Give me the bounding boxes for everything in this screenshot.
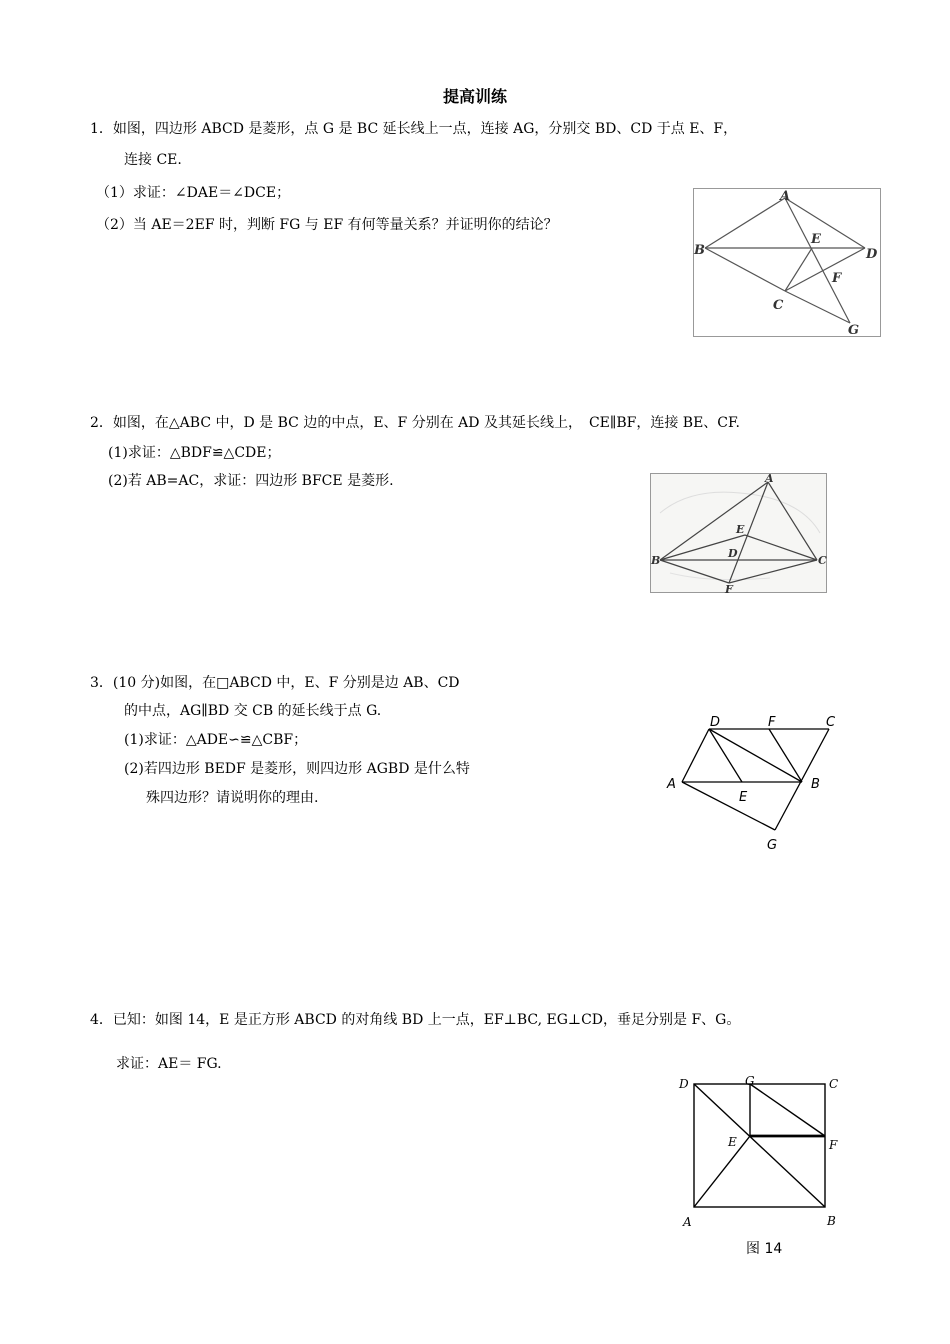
p4-label-f: F bbox=[829, 1138, 838, 1152]
p1-label-e: E bbox=[811, 232, 821, 247]
p4-label-g: G bbox=[745, 1074, 755, 1088]
p4-label-c: C bbox=[829, 1077, 839, 1091]
problem-1-line-2: 连接 CE. bbox=[124, 152, 182, 168]
problem-1-part-2: （2）当 AE＝2EF 时，判断 FG 与 EF 有何等量关系？并证明你的结论？ bbox=[96, 217, 558, 233]
p3-label-d: D bbox=[710, 715, 721, 730]
p3-label-f: F bbox=[768, 715, 776, 730]
problem-3-line-2: 的中点，AG∥BD 交 CB 的延长线于点 G. bbox=[124, 703, 382, 719]
page-title: 提高训练 bbox=[442, 87, 507, 106]
problem-3-part-1: (1)求证：△ADE∽≌△CBF； bbox=[124, 732, 308, 748]
p3-label-a: A bbox=[667, 777, 676, 792]
problem-3-figure bbox=[660, 710, 840, 860]
p3-label-g: G bbox=[767, 838, 778, 853]
p2-label-d: D bbox=[728, 547, 738, 560]
problem-3-line-1: 3．(10 分)如图，在□ABCD 中，E、F 分别是边 AB、CD bbox=[90, 675, 460, 691]
p2-label-f: F bbox=[725, 583, 733, 593]
p1-label-f: F bbox=[832, 271, 842, 286]
problem-1-line-1: 1．如图，四边形 ABCD 是菱形，点 G 是 BC 延长线上一点，连接 AG，分别交 BD、CD 于点 E、F， bbox=[90, 121, 738, 137]
p1-label-c: C bbox=[773, 298, 784, 313]
figure-14-caption: 图 14 bbox=[746, 1241, 783, 1257]
problem-4-line-1: 4．已知：如图 14，E 是正方形 ABCD 的对角线 BD 上一点，EF⊥BC, EG⊥CD，垂足分别是 F、G。 bbox=[90, 1012, 741, 1028]
p2-label-b: B bbox=[651, 554, 661, 567]
p1-label-b: B bbox=[694, 243, 705, 258]
problem-2-line-1: 2．如图，在△ABC 中，D 是 BC 边的中点，E、F 分别在 AD 及其延长线上， CE∥BF，连接 BE、CF. bbox=[90, 415, 741, 431]
p1-label-a: A bbox=[780, 189, 791, 204]
problem-1-figure bbox=[693, 188, 881, 337]
problem-2-figure bbox=[650, 473, 827, 593]
problem-3-part-2-cont: 殊四边形？请说明你的理由. bbox=[146, 790, 319, 806]
p4-label-a: A bbox=[683, 1215, 692, 1229]
p2-label-c: C bbox=[818, 554, 827, 567]
p3-label-b: B bbox=[811, 777, 820, 792]
p1-label-d: D bbox=[866, 247, 878, 262]
p2-label-e: E bbox=[736, 523, 745, 536]
p4-label-e: E bbox=[728, 1135, 737, 1149]
p3-label-c: C bbox=[826, 715, 836, 730]
p4-label-d: D bbox=[679, 1077, 689, 1091]
problem-3-part-2: (2)若四边形 BEDF 是菱形，则四边形 AGBD 是什么特 bbox=[124, 761, 470, 777]
problem-2-part-2: (2)若 AB=AC，求证：四边形 BFCE 是菱形. bbox=[108, 473, 394, 489]
p1-label-g: G bbox=[848, 323, 860, 337]
p2-label-a: A bbox=[765, 473, 774, 485]
p4-label-b: B bbox=[827, 1214, 836, 1228]
problem-4-figure bbox=[675, 1070, 845, 1230]
problem-2-part-1: (1)求证：△BDF≌△CDE； bbox=[108, 445, 281, 461]
problem-1-part-1: （1）求证：∠DAE＝∠DCE； bbox=[96, 185, 291, 201]
p3-label-e: E bbox=[739, 790, 748, 805]
problem-4-line-2: 求证：AE＝ FG. bbox=[116, 1056, 222, 1072]
